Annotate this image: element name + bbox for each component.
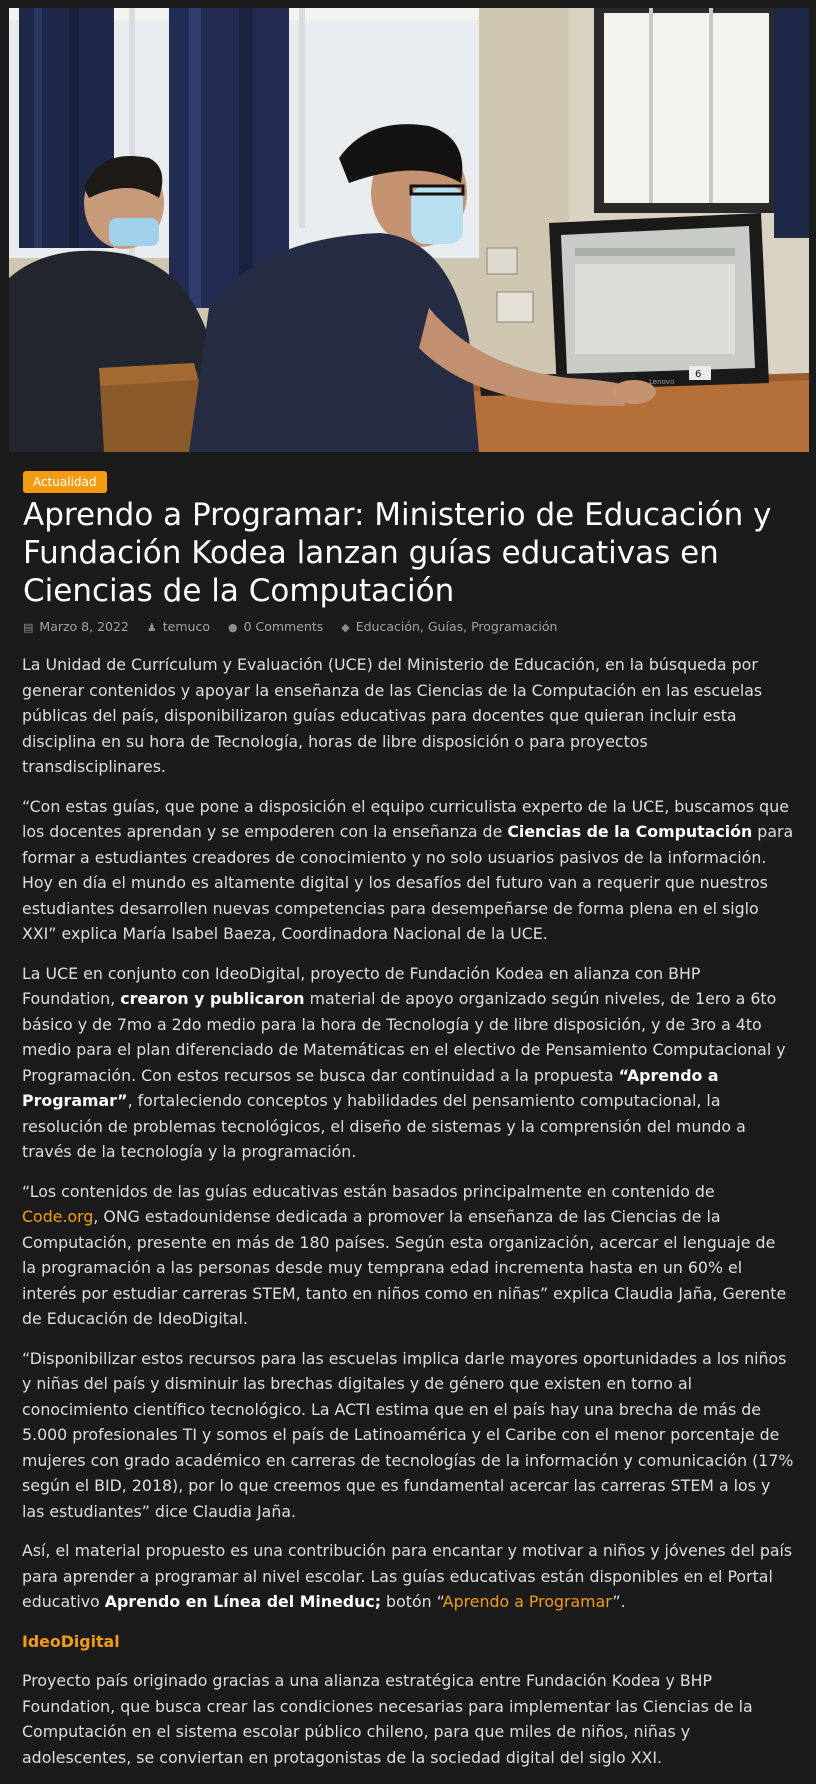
post-comments-label: 0 Comments [243, 619, 324, 634]
text-run: “Con estas guías, que pone a disposición el equipo curriculista experto de la UCE, buscamos que los docentes aprendan y se empoderen con la enseñanza de [22, 796, 789, 841]
post-meta [23, 619, 793, 634]
keyboard-key-label: 6 [695, 369, 702, 380]
text-run: material de apoyo organizado según niveles, de 1ero a 6to básico y de 7mo a 2do medio para la hora de Tecnología y de libre disposición, y de 3ro a 4to medio para el plan diferenciado de Matemáticas en el electivo de Pensamiento Computacional y Programación. Con estos recursos se busca dar continuidad a la propuesta [22, 989, 786, 1085]
text-run: La UCE en conjunto con IdeoDigital, proyecto de Fundación Kodea en alianza con BHP Foundation, [22, 963, 701, 1008]
tag-link-programacion[interactable]: Programación [471, 619, 558, 634]
calendar-icon: ▤ [23, 621, 34, 634]
aprendo-a-programar-link[interactable]: Aprendo a Programar [442, 1592, 613, 1611]
user-icon: ♟ [146, 621, 157, 634]
bold-text: Aprendo en Línea del Mineduc; [104, 1592, 382, 1611]
category-badge[interactable]: Actualidad [23, 471, 107, 493]
paragraph-portal [22, 1538, 794, 1615]
post-tags [341, 619, 557, 634]
tag-icon: ◆ [341, 621, 350, 634]
subheading-ideodigital: IdeoDigital [22, 1631, 120, 1651]
featured-image [9, 8, 809, 452]
post-author-label: temuco [162, 619, 210, 634]
paragraph-quote-baeza [22, 794, 794, 947]
text-run: “Los contenidos de las guías educativas están basados principalmente en contenido de [22, 1181, 715, 1201]
text-run: ”. [612, 1592, 626, 1611]
post-comments[interactable] [228, 619, 323, 634]
text-run: para formar a estudiantes creadores de conocimiento y no solo usuarios pasivos de la información. Hoy en día el mundo es altamente digital y los desafíos del futuro van a requerir que nuestros estudiantes desarrollen nuevas competencias para desempeñarse de forma plena en el siglo XXI” explica María Isabel Baeza, Coordinadora Nacional de la UCE. [22, 822, 794, 943]
code-org-link[interactable]: Code.org [22, 1207, 94, 1226]
post-title: Aprendo a Programar: Ministerio de Educación y Fundación Kodea lanzan guías educativas en Ciencias de la Computación [23, 497, 772, 609]
post-content [22, 652, 794, 1784]
tag-separator: , [419, 619, 428, 634]
comment-icon: ● [227, 621, 238, 634]
text-run: Así, el material propuesto es una contribución para encantar y motivar a niños y jóvenes del país para aprender a programar al nivel escolar. Las guías educativas están disponibles en el Portal educativo [22, 1541, 793, 1611]
post-author[interactable] [147, 619, 210, 634]
post-date[interactable] [23, 619, 129, 634]
tag-link-guias[interactable]: Guías [427, 619, 464, 634]
paragraph-quote-jana: “Disponibilizar estos recursos para las escuelas implica darle mayores oportunidades a los niños y niñas del país y disminuir las brechas digitales y de género que existen en torno al conocimiento científico tecnológico. La ACTI estima que en el país hay una brecha de más de 5.000 profesionales TI y somos el país de Latinoamérica y el Caribe con el menor porcentaje de mujeres con grado académico en carreras de tecnologías de la información y comunicación (17% según el BID, 2018), por lo que creemos que es fundamental acercar las carreras STEM a los y las estudiantes” dice Claudia Jaña. [22, 1348, 794, 1521]
tag-separator: , [463, 619, 472, 634]
text-run: , ONG estadounidense dedicada a promover la enseñanza de las Ciencias de la Computación, presente en más de 180 países. Según esta organización, acercar el lenguaje de la programación a las personas desde muy temprana edad incrementa hasta en un 60% el interés por estudiar carreras STEM, tanto en niños como en niñas” explica Claudia Jaña, Gerente de Educación de IdeoDigital. [22, 1207, 787, 1328]
text-run: botón “ [381, 1592, 443, 1611]
monitor-brand-label: Lenovo [649, 378, 675, 386]
paragraph-intro: La Unidad de Currículum y Evaluación (UCE) del Ministerio de Educación, en la búsqueda por generar contenidos y apoyar la enseñanza de las Ciencias de la Computación en las escuelas públicas del país, disponibilizaron guías educativas para docentes que quieran incluir esta disciplina en su hora de Tecnología, horas de libre disposición o para proyectos transdisciplinares. [22, 655, 763, 776]
tag-link-educacion[interactable]: Educación [355, 619, 420, 634]
paragraph-materials [22, 961, 794, 1165]
bold-text: Ciencias de la Computación [507, 822, 753, 841]
paragraph-ideodigital: Proyecto país originado gracias a una alianza estratégica entre Fundación Kodea y BHP Foundation, que busca crear las condiciones necesarias para implementar las Ciencias de la Computación en el sistema escolar público chileno, para que miles de niños, niñas y adolescentes, se conviertan en protagonistas de la sociedad digital del siglo XXI. [22, 1671, 753, 1767]
text-run: , fortaleciendo conceptos y habilidades del pensamiento computacional, la resolución de problemas tecnológicos, el diseño de sistemas y la comprensión del mundo a través de la tecnología y la programación. [22, 1091, 746, 1161]
paragraph-code-org [22, 1179, 794, 1332]
post-date-label: Marzo 8, 2022 [39, 619, 129, 634]
bold-text: “Aprendo a Programar” [22, 1065, 719, 1110]
bold-text: crearon y publicaron [120, 989, 305, 1008]
